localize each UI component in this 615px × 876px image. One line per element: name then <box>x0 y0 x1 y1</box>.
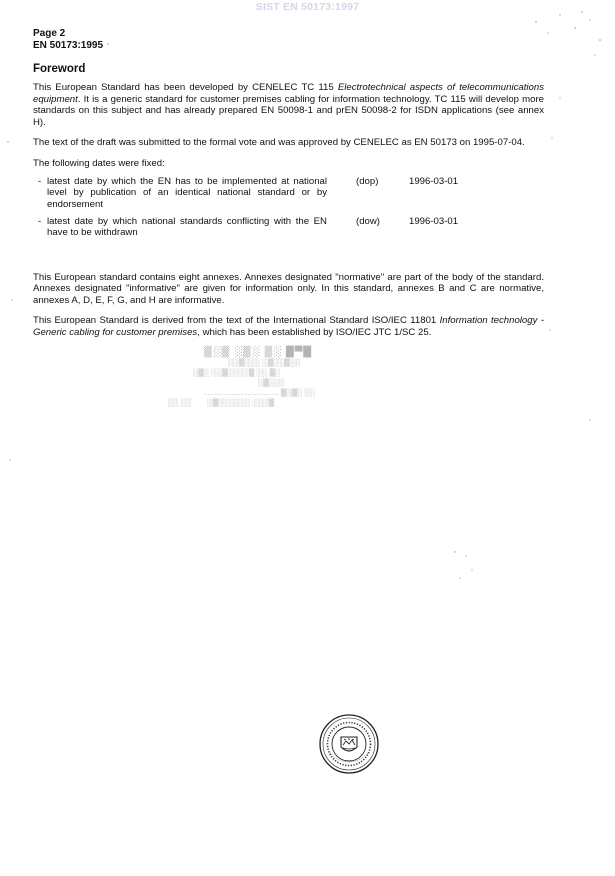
date-item-date: 1996-03-01 <box>409 215 459 227</box>
date-item-abbr: (dow) <box>356 215 380 227</box>
page-header <box>33 28 103 52</box>
paragraph-1-text-a: This European Standard has been developed by CENELEC TC 115 <box>33 82 338 93</box>
document-id: EN 50173:1995 <box>33 40 104 51</box>
paragraph-5 <box>33 315 544 338</box>
page-number: Page 2 <box>33 28 66 39</box>
paragraph-5-text-a: This European Standard is derived from the text of the International Standard ISO/IEC 11801 <box>33 315 440 327</box>
paragraph-1 <box>33 82 544 128</box>
date-item-dow <box>33 216 544 242</box>
iso-standard-title: Information technology - Generic cabling for customer premises <box>33 315 544 338</box>
foreword-body <box>33 82 544 348</box>
date-item-abbr: (dop) <box>356 175 379 187</box>
paragraph-3: The following dates were fixed: <box>33 157 165 169</box>
paragraph-4: This European standard contains eight annexes. Annexes designated "normative" are part of the body of the standard. Annexes designated "informative" are given for information only. In this standard, annexes B and C are normative, annexes A, D, E, F, G, and H are informative. <box>33 271 544 306</box>
faint-stamp-impression: █▀█ ░▒ ░▒░ ▒░▒ ░░▒░░░ ░▒░░▒░░ ░▒░ ░░▒░░░░▒ ░░ ▒░ ░▒░░░ .................................. ▒░▒░ ░░ ░░ ░░ ░▒░░░░░░ ░░░▒ <box>168 347 316 407</box>
date-item-description: - latest date by which the EN has to be implemented at national level by publication of an identical national standard or by endorsement <box>38 175 327 210</box>
date-item-dop <box>33 176 544 212</box>
official-seal-icon <box>318 713 380 775</box>
section-title: Foreword <box>33 63 86 75</box>
date-item-date: 1996-03-01 <box>409 175 459 187</box>
paragraph-2: The text of the draft was submitted to the formal vote and was approved by CENELEC as EN 50173 on 1995-07-04. <box>33 137 525 149</box>
committee-name: Electrotechnical aspects of telecommunications equipment <box>33 82 544 105</box>
paragraph-5-text-c: , which has been established by ISO/IEC JTC 1/SC 25. <box>197 326 432 338</box>
watermark: SIST EN 50173:1997 <box>255 1 360 13</box>
paragraph-1-text-c: . It is a generic standard for customer premises cabling for information technology. TC 115 will develop more standards on this subject and has already prepared EN 50098-1 and prEN 50098-2 for ISDN applications (see annex H). <box>33 93 544 128</box>
date-item-description: - latest date by which national standards conflicting with the EN have to be withdrawn <box>38 215 327 239</box>
